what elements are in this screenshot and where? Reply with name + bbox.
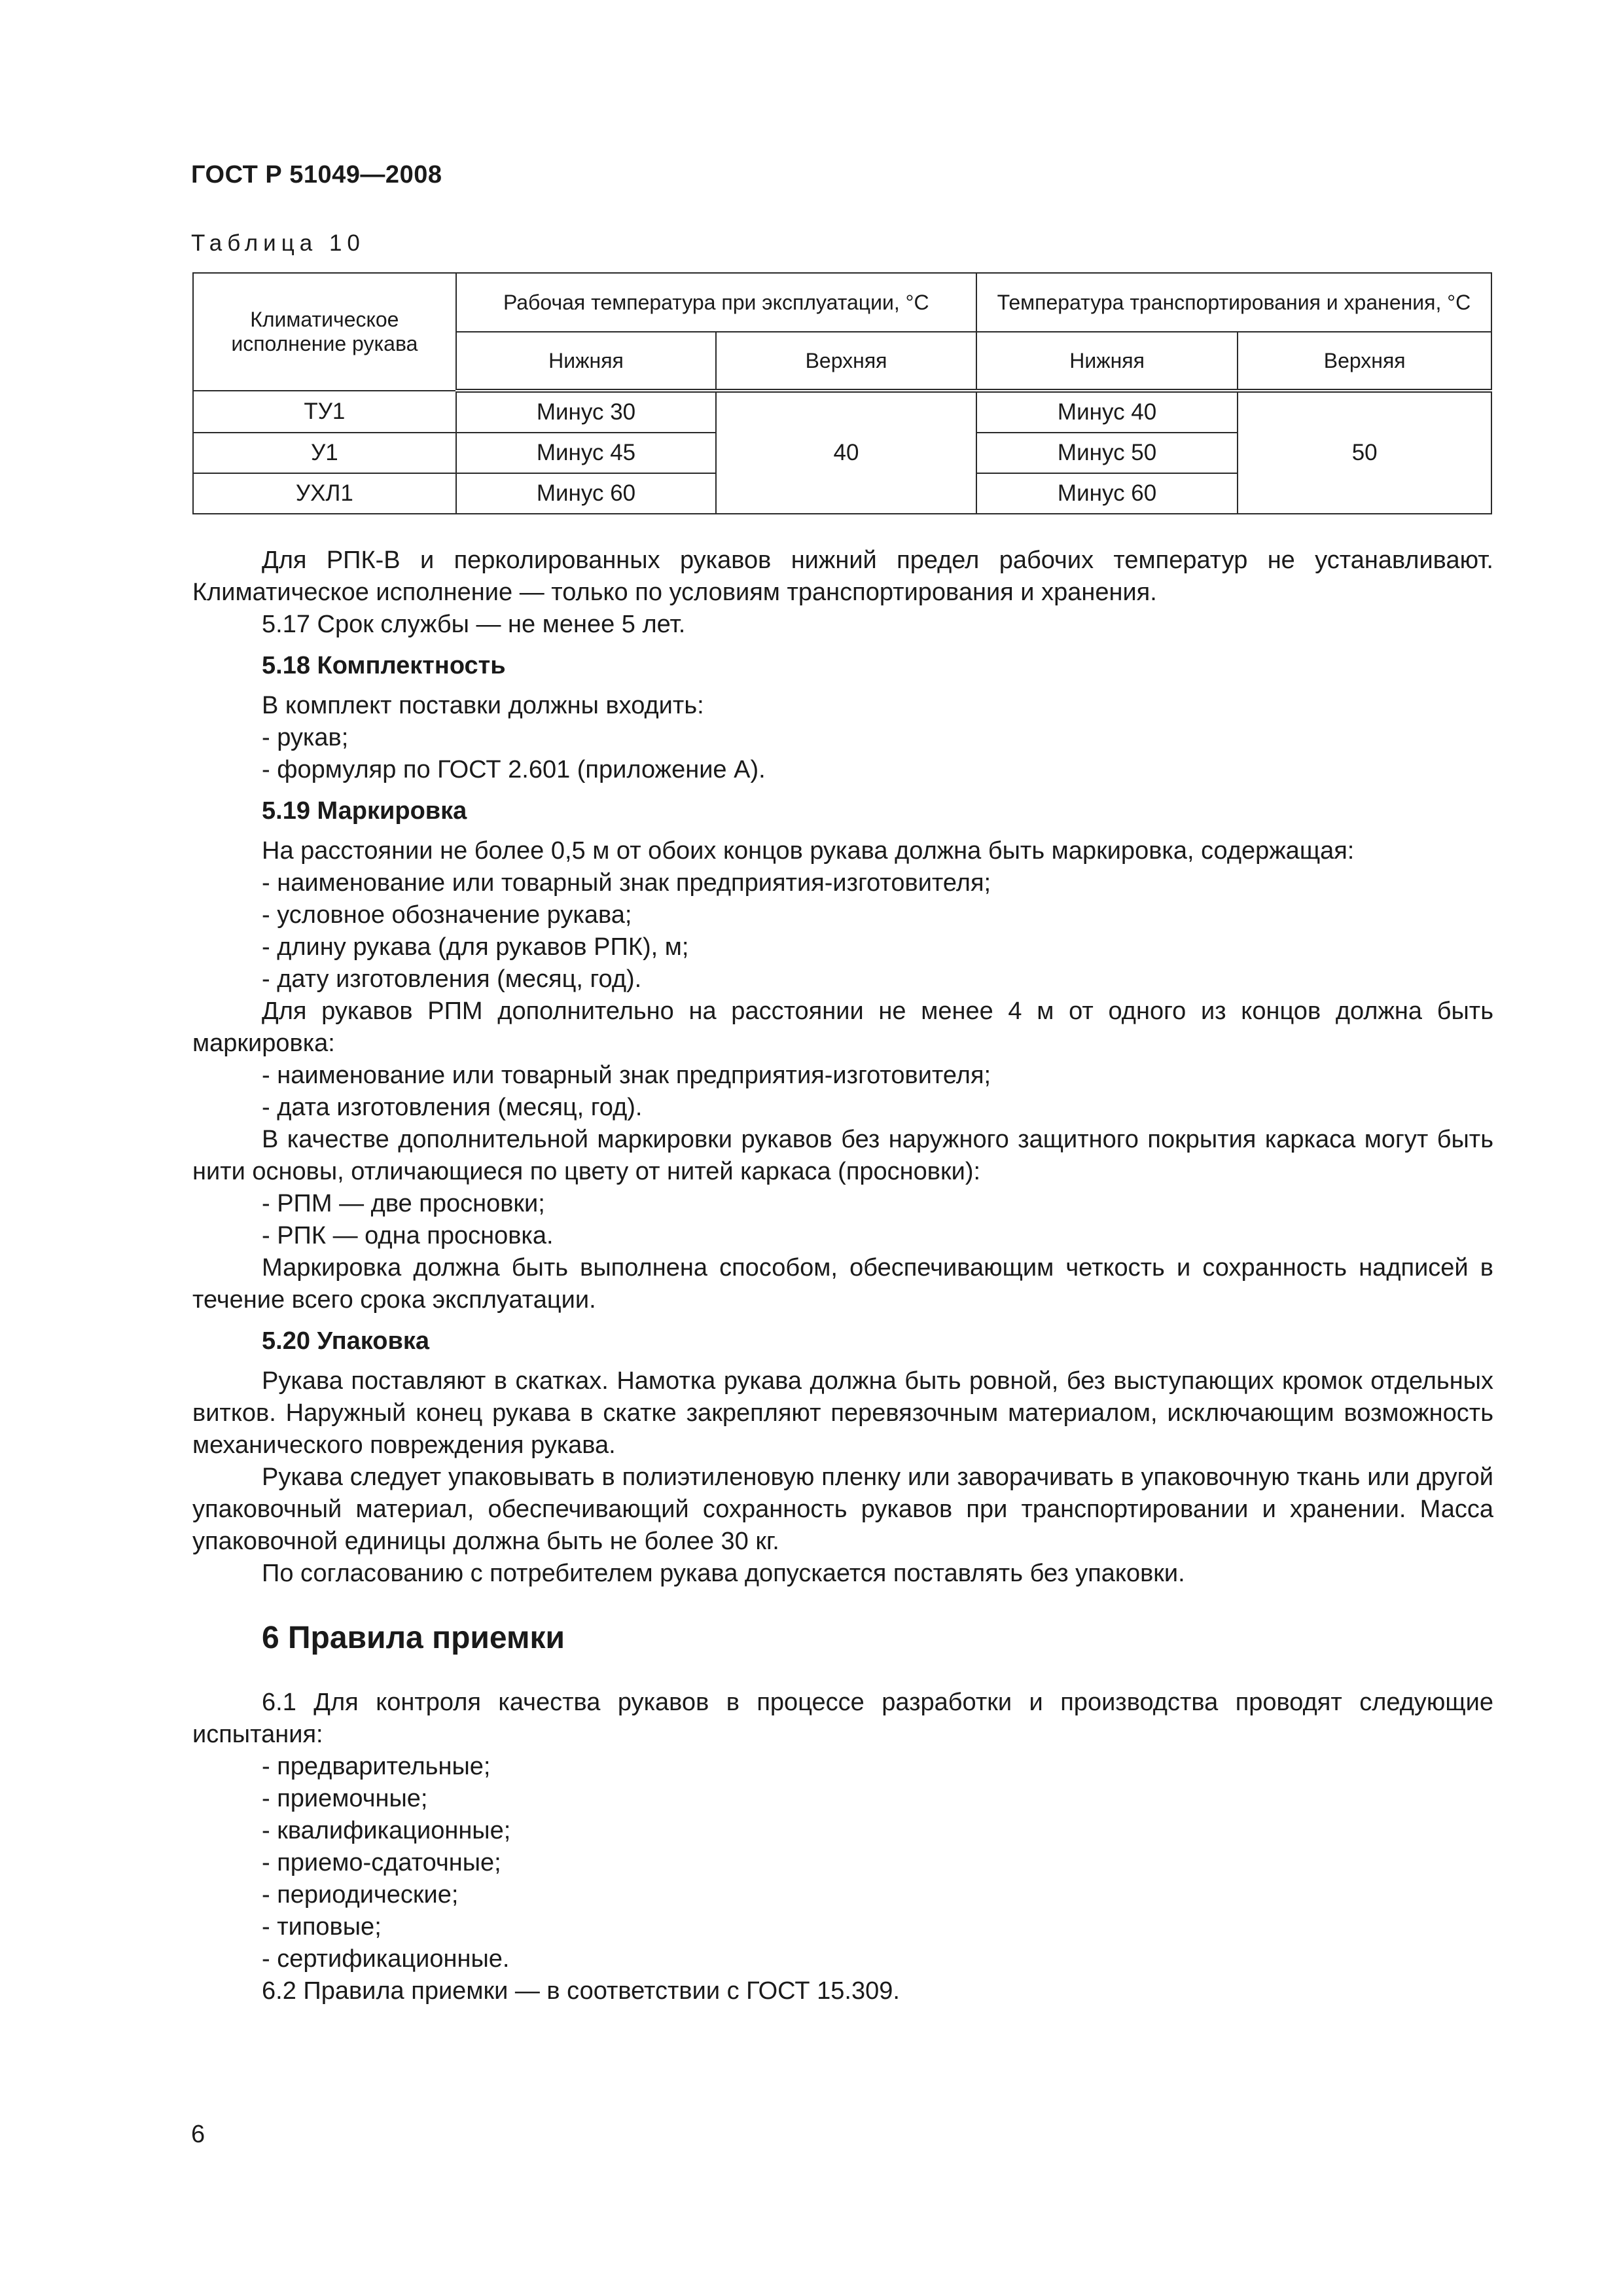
list-item: - рукав; bbox=[262, 724, 349, 751]
heading-section-6: 6 Правила приемки bbox=[262, 1621, 565, 1655]
list-item: - предварительные; bbox=[262, 1753, 491, 1780]
paragraph-5-20a: Рукава поставляют в скатках. Намотка рукава должна быть ровной, без выступающих кромок отдельных витков. Наружный конец рукава в скатке закрепляют перевязочным материалом, исключающим возможность механического повреждения рукава. bbox=[192, 1367, 1493, 1459]
table-header-row-1 bbox=[193, 273, 1491, 332]
list-item: - дату изготовления (месяц, год). bbox=[262, 965, 642, 993]
list-item: - РПК — одна просновка. bbox=[262, 1222, 554, 1249]
paragraph-5-17: 5.17 Срок службы — не менее 5 лет. bbox=[262, 611, 686, 638]
list-item: - дата изготовления (месяц, год). bbox=[262, 1094, 643, 1121]
cell-transport-lower: Минус 40 bbox=[976, 391, 1238, 433]
page-number: 6 bbox=[191, 2121, 205, 2148]
paragraph-5-19b: Для рукавов РПМ дополнительно на расстоянии не менее 4 м от одного из концов должна быть маркировка: bbox=[192, 997, 1493, 1057]
list-item: - приемо-сдаточные; bbox=[262, 1849, 501, 1876]
header-work-temp: Рабочая температура при эксплуатации, °С bbox=[456, 273, 976, 332]
list-item: - приемочные; bbox=[262, 1785, 428, 1812]
list-item: - типовые; bbox=[262, 1913, 382, 1941]
list-item: - длину рукава (для рукавов РПК), м; bbox=[262, 933, 689, 961]
cell-work-lower: Минус 60 bbox=[456, 473, 717, 514]
list-item: - сертификационные. bbox=[262, 1945, 510, 1973]
document-header: ГОСТ Р 51049—2008 bbox=[191, 161, 442, 188]
paragraph-rpkv: Для РПК-В и перколированных рукавов нижний предел рабочих температур не устанавливают. Климатическое исполнение — только по условиям транспортирования и хранения. bbox=[192, 547, 1493, 606]
list-item: - наименование или товарный знак предприятия-изготовителя; bbox=[262, 869, 991, 897]
table-row bbox=[193, 391, 1491, 433]
header-work-lower: Нижняя bbox=[456, 332, 717, 391]
list-item: - периодические; bbox=[262, 1881, 459, 1909]
paragraph-5-19c: В качестве дополнительной маркировки рукавов без наружного защитного покрытия каркаса могут быть нити основы, отличающиеся по цвету от нитей каркаса (просновки): bbox=[192, 1126, 1493, 1185]
table-caption: Таблица 10 bbox=[191, 230, 365, 256]
cell-transport-lower: Минус 50 bbox=[976, 433, 1238, 473]
heading-5-19: 5.19 Маркировка bbox=[262, 797, 467, 825]
cell-climate: УХЛ1 bbox=[193, 473, 456, 514]
cell-transport-upper: 50 bbox=[1238, 391, 1491, 514]
paragraph-5-19a: На расстоянии не более 0,5 м от обоих концов рукава должна быть маркировка, содержащая: bbox=[262, 837, 1355, 865]
paragraph-5-20b: Рукава следует упаковывать в полиэтиленовую пленку или заворачивать в упаковочную ткань или другой упаковочный материал, обеспечивающий сохранность рукавов при транспортировании и хранении. Масса упаковочной единицы должна быть не более 30 кг. bbox=[192, 1463, 1493, 1555]
list-item: - квалификационные; bbox=[262, 1817, 511, 1844]
header-transport-lower: Нижняя bbox=[976, 332, 1238, 391]
header-work-upper: Верхняя bbox=[716, 332, 976, 391]
cell-work-upper: 40 bbox=[716, 391, 976, 514]
list-item: - наименование или товарный знак предприятия-изготовителя; bbox=[262, 1062, 991, 1089]
document-body bbox=[192, 545, 1493, 2007]
heading-5-18: 5.18 Комплектность bbox=[262, 652, 506, 679]
list-item: - РПМ — две просновки; bbox=[262, 1190, 545, 1217]
paragraph-5-19d: Маркировка должна быть выполнена способом, обеспечивающим четкость и сохранность надписей в течение всего срока эксплуатации. bbox=[192, 1254, 1493, 1314]
list-item: - условное обозначение рукава; bbox=[262, 901, 632, 929]
cell-work-lower: Минус 45 bbox=[456, 433, 717, 473]
paragraph-6-2: 6.2 Правила приемки — в соответствии с ГОСТ 15.309. bbox=[262, 1977, 900, 2005]
paragraph-6-1: 6.1 Для контроля качества рукавов в процессе разработки и производства проводят следующие испытания: bbox=[192, 1689, 1493, 1748]
cell-work-lower: Минус 30 bbox=[456, 391, 717, 433]
header-transport-upper: Верхняя bbox=[1238, 332, 1491, 391]
list-item: - формуляр по ГОСТ 2.601 (приложение А). bbox=[262, 756, 766, 783]
cell-climate: ТУ1 bbox=[193, 391, 456, 433]
climate-table bbox=[192, 272, 1492, 514]
heading-5-20: 5.20 Упаковка bbox=[262, 1327, 430, 1355]
header-climate: Климатическое исполнение рукава bbox=[193, 273, 456, 391]
header-transport-temp: Температура транспортирования и хранения, °С bbox=[976, 273, 1491, 332]
cell-climate: У1 bbox=[193, 433, 456, 473]
cell-transport-lower: Минус 60 bbox=[976, 473, 1238, 514]
paragraph-5-20c: По согласованию с потребителем рукава допускается поставлять без упаковки. bbox=[262, 1560, 1185, 1587]
paragraph-5-18: В комплект поставки должны входить: bbox=[262, 692, 704, 719]
